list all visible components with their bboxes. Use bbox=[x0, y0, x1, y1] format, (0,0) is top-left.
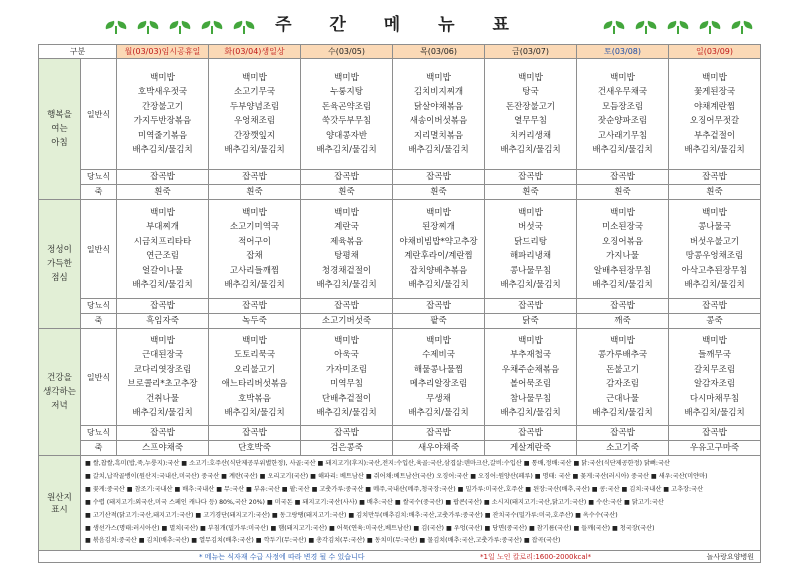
dish-item: 단배추겉절이 bbox=[321, 393, 372, 404]
day-dishes-cell bbox=[577, 59, 669, 170]
porridge-cell: 흑임자죽 bbox=[117, 314, 209, 329]
dish-item: 근대된장국 bbox=[141, 350, 184, 360]
origin-label-line: 원산지 bbox=[47, 493, 72, 504]
porridge-cell: 흰죽 bbox=[209, 185, 301, 200]
porridge-cell: 우유고구마죽 bbox=[669, 441, 761, 456]
dish-item: 백미밥 bbox=[518, 335, 543, 346]
meal-label-line: 생각하는 bbox=[43, 387, 76, 397]
meal-label-line: 여는 bbox=[51, 124, 68, 134]
diabetic-cell: 잡곡밥 bbox=[301, 299, 393, 314]
dish-item: 메추리알장조림 bbox=[409, 379, 468, 389]
porridge-cell: 새우야채죽 bbox=[393, 441, 485, 456]
diabetic-label: 당뇨식 bbox=[81, 426, 117, 441]
day-dishes-cell bbox=[669, 59, 761, 170]
day-dishes-cell bbox=[301, 200, 393, 299]
dish-item: 배추김치/물김치 bbox=[500, 280, 561, 290]
meal-label-line: 건강을 bbox=[47, 373, 72, 383]
dish-item: 도토리묵국 bbox=[233, 350, 276, 360]
origin-row bbox=[39, 456, 761, 551]
dish-item: 연근조림 bbox=[146, 251, 179, 261]
dish-item: 돈잔장불고기 bbox=[505, 101, 556, 112]
dish-item: 배추김치/물김치 bbox=[408, 408, 469, 418]
header-day-wed: 수(03/05) bbox=[301, 45, 393, 59]
footer-row bbox=[39, 551, 761, 563]
dish-item: 배추김치/물김치 bbox=[684, 408, 745, 418]
porridge-cell: 소고기버섯죽 bbox=[301, 314, 393, 329]
day-dishes-cell bbox=[393, 59, 485, 170]
porridge-label: 죽 bbox=[81, 441, 117, 456]
dish-item: 백미밥 bbox=[334, 72, 359, 83]
porridge-cell: 단호박죽 bbox=[209, 441, 301, 456]
dish-item: 볼어묵조림 bbox=[509, 379, 552, 389]
dish-item: 부추겉절이 bbox=[693, 130, 736, 141]
porridge-cell: 콩죽 bbox=[669, 314, 761, 329]
dish-item: 배추김치/물김치 bbox=[500, 145, 561, 155]
dish-item: 배추김치/물김치 bbox=[132, 145, 193, 155]
dish-item: 계란국 bbox=[334, 222, 359, 232]
dish-item: 새송이버섯볶음 bbox=[409, 116, 468, 126]
dish-item: 지리멸치볶음 bbox=[413, 130, 464, 141]
title-row bbox=[0, 0, 800, 44]
porridge-label: 죽 bbox=[81, 185, 117, 200]
day-dishes-cell bbox=[669, 329, 761, 426]
diabetic-cell: 잡곡밥 bbox=[301, 426, 393, 441]
dish-item: 꽃게된장국 bbox=[693, 87, 736, 97]
header-day-mon: 월(03/03)임시공휴일 bbox=[117, 45, 209, 59]
day-dishes-cell bbox=[209, 59, 301, 170]
dish-item: 수제비국 bbox=[422, 350, 455, 360]
dish-item: 배추김치/물김치 bbox=[224, 280, 285, 290]
dish-item: 미역줄기볶음 bbox=[137, 130, 188, 141]
dish-item: 백미밥 bbox=[518, 207, 543, 218]
porridge-cell: 흰죽 bbox=[117, 185, 209, 200]
day-dishes-cell bbox=[117, 200, 209, 299]
dish-item: 콩나물국 bbox=[698, 222, 731, 232]
sprout-icon bbox=[698, 22, 722, 34]
dish-item: 배추김치/물김치 bbox=[684, 145, 745, 155]
dish-item: 배추김치/물김치 bbox=[500, 408, 561, 418]
dish-item: 미소된장국 bbox=[601, 222, 644, 232]
origin-line: ■ 쌀,찹쌀,흑미(밥,죽,누룽지):국산 ■ 소고기:호주산(식단제공부위별한정), 사골:국산 ■ 돼지고기(후지):국산,전지:수입산,육골:국산,삼겹살:덴마크산,갈비:수입산 ■ 통배,정배:국산 ■ 닭:국산(식단제공한정) 닭뼈:국산 bbox=[85, 460, 670, 467]
dish-item: 백미밥 bbox=[242, 72, 267, 83]
dish-item: 얼갈이나물 bbox=[141, 265, 184, 276]
origin-line: ■ 수렵 (돼지고기:외국산,미국 스페인 캐나다 등) 80%,국산 20%) ■ 미국돈 ■ 돼지고기:국산(사사) ■ 배추:국산 ■ 쌀국수(중국산) ■ 팝콘(국산) ■ 소시지(돼지고기:국산,닭고기:국산) ■ 수산:국산 ■ 닭고기:국산 bbox=[85, 498, 664, 506]
dish-item: 배추김치/물김치 bbox=[132, 280, 193, 290]
dish-item: 버섯우불고기 bbox=[689, 236, 740, 247]
diabetic-cell: 잡곡밥 bbox=[117, 426, 209, 441]
porridge-cell: 검은콩죽 bbox=[301, 441, 393, 456]
dish-item: 배추김치/물김치 bbox=[224, 408, 285, 418]
day-dishes-cell bbox=[301, 329, 393, 426]
diabetic-cell: 잡곡밥 bbox=[393, 426, 485, 441]
page-title: 주 간 메 뉴 표 bbox=[275, 15, 525, 35]
dish-item: 백미밥 bbox=[150, 72, 175, 83]
dish-item: 백미밥 bbox=[518, 72, 543, 83]
dish-item: 김치비지찌개 bbox=[413, 87, 464, 97]
diabetic-cell: 잡곡밥 bbox=[669, 299, 761, 314]
dish-item: 해물콩나물찜 bbox=[413, 364, 464, 375]
lunch-general-row bbox=[39, 200, 761, 299]
dish-item: 백미밥 bbox=[426, 335, 451, 346]
dish-item: 계란후라이/계란찜 bbox=[404, 251, 473, 261]
breakfast-label bbox=[39, 59, 81, 200]
diabetic-cell: 잡곡밥 bbox=[209, 426, 301, 441]
lunch-diabetic-row bbox=[39, 299, 761, 314]
dish-item: 부추재첩국 bbox=[509, 350, 552, 360]
meal-label-line: 정성이 bbox=[47, 245, 72, 255]
dish-item: 가지두반장볶음 bbox=[133, 116, 192, 126]
dish-item: 애느타리버섯볶음 bbox=[221, 379, 288, 389]
dish-item: 다시마채무침 bbox=[689, 393, 740, 404]
dish-item: 가자미조림 bbox=[325, 364, 368, 375]
origin-line: ■ 고기산적(닭고기:국산,돼지고기:국산) ■ 고기경단(돼지고기:국산) ■ 동그랑땡(돼지고기:국산) ■ 김치만두(배추김치:배추:국산,고춧가루:중국산) ■ 잔치국수(밀가루:미국,호주산) ■ 옥수수(국산) bbox=[85, 511, 618, 519]
header-day-tue: 화(03/04)생일상 bbox=[209, 45, 301, 59]
dish-item: 건새우무채국 bbox=[597, 87, 648, 97]
header-day-sat: 토(03/08) bbox=[577, 45, 669, 59]
day-dishes-cell bbox=[117, 59, 209, 170]
dish-item: 청경채겉절이 bbox=[321, 265, 372, 276]
day-dishes-cell bbox=[577, 329, 669, 426]
dish-item: 우채주순채볶음 bbox=[501, 364, 560, 375]
dish-item: 탕국 bbox=[522, 87, 539, 97]
dish-item: 치커리생채 bbox=[509, 130, 552, 141]
dish-item: 백미밥 bbox=[610, 207, 635, 218]
dish-item: 아삭고추된장무침 bbox=[681, 265, 748, 276]
dish-item: 감자조림 bbox=[606, 379, 639, 389]
footer-kcal: *1일 노인 칼로리:1600-2000kcal* bbox=[480, 552, 592, 561]
general-label: 일반식 bbox=[81, 200, 117, 299]
dish-item: 잡채 bbox=[246, 251, 263, 261]
dish-item: 열무무침 bbox=[514, 116, 547, 126]
origin-label bbox=[39, 456, 81, 551]
diabetic-cell: 잡곡밥 bbox=[485, 170, 577, 185]
dish-item: 고사래기무침 bbox=[597, 130, 648, 141]
diabetic-cell: 잡곡밥 bbox=[485, 299, 577, 314]
meal-label-line: 가득한 bbox=[47, 259, 72, 269]
dish-item: 배추김치/물김치 bbox=[224, 145, 285, 155]
lunch-label bbox=[39, 200, 81, 329]
day-dishes-cell bbox=[485, 329, 577, 426]
dish-item: 버섯국 bbox=[518, 222, 543, 232]
dish-item: 미역무침 bbox=[330, 379, 363, 389]
footer-hospital: 놀사랑요양병원 bbox=[706, 552, 754, 561]
dish-item: 배추김치/물김치 bbox=[592, 280, 653, 290]
diabetic-cell: 잡곡밥 bbox=[209, 299, 301, 314]
dish-item: 오징어볶음 bbox=[601, 236, 644, 247]
header-day-sun: 일(03/09) bbox=[669, 45, 761, 59]
porridge-cell: 흰죽 bbox=[301, 185, 393, 200]
dish-item: 백미밥 bbox=[150, 335, 175, 346]
dish-item: 콩가루배추국 bbox=[597, 350, 648, 360]
day-dishes-cell bbox=[485, 59, 577, 170]
diabetic-cell: 잡곡밥 bbox=[117, 299, 209, 314]
dish-item: 무생채 bbox=[426, 393, 451, 404]
dish-item: 잣순양파조림 bbox=[597, 116, 648, 126]
dinner-label bbox=[39, 329, 81, 456]
dish-item: 백미밥 bbox=[334, 207, 359, 218]
dish-item: 소고기미역국 bbox=[229, 222, 280, 232]
origin-line: ■ 갈치,납작골뱅이(원산지:국내산,미국산) 중국산 ■ 계란(국산) ■ 오리고기(국산) ■ 해파리: 베트남산 ■ 쥐어채:베트남산(국산) 오징어:국산 ■ 오징어:원양산(페루) ■ 명태: 국산 ■ 꽃게:국산(러시아) 중국산 ■ 새우:국산(미얀마) bbox=[85, 472, 708, 480]
porridge-cell: 흰죽 bbox=[485, 185, 577, 200]
origin-line: ■ 꽃게:중국산 ■ 참조기:국내산 ■ 배추:국내산 ■ 무:국산 ■ 부유:국산 ■ 팥:국산 ■ 고춧가루:중국산 ■ 메주,국내산(메주,청국장:국산) ■ 밀가루:미국산,호주산 ■ 된장:국산(배추,국산) ■ 콩:국산 ■ 김치:국내산 ■ 고추장:국산 bbox=[85, 485, 704, 493]
origin-line: ■ 생선가스(명태:러시아산) ■ 멸치(국산) ■ 부침개(밀가루:미국산) ■ 햄(돼지고기:국산) ■ 어묵(연육:미국산,베트남산) ■ 김(국산) ■ 우엉(국산) ■ 당면(중국산) ■ 참기름(국산) ■ 들깨(국산) ■ 청국장(국산) bbox=[85, 524, 655, 532]
dish-item: 배추김치/물김치 bbox=[592, 145, 653, 155]
dish-item: 배추김치/물김치 bbox=[132, 408, 193, 418]
dish-item: 두부양념조림 bbox=[229, 101, 280, 112]
dish-item: 갈치무조림 bbox=[693, 364, 736, 375]
diabetic-cell: 잡곡밥 bbox=[209, 170, 301, 185]
dish-item: 누룽지탕 bbox=[330, 87, 363, 97]
porridge-cell: 닭죽 bbox=[485, 314, 577, 329]
dish-item: 호박볶음 bbox=[238, 393, 271, 404]
dish-item: 돈육곤약조림 bbox=[321, 101, 372, 112]
meal-label-line: 저녁 bbox=[51, 401, 68, 411]
diabetic-cell: 잡곡밥 bbox=[393, 299, 485, 314]
dish-item: 배추김치/물김치 bbox=[408, 145, 469, 155]
dish-item: 아욱국 bbox=[334, 350, 359, 360]
dish-item: 배추김치/물김치 bbox=[316, 145, 377, 155]
dish-item: 배추김치/물김치 bbox=[592, 408, 653, 418]
day-dishes-cell bbox=[301, 59, 393, 170]
dish-item: 닭드리탕 bbox=[514, 236, 547, 247]
porridge-cell: 흰죽 bbox=[669, 185, 761, 200]
diabetic-cell: 잡곡밥 bbox=[669, 170, 761, 185]
footer-note: * 메뉴는 식자재 수급 사정에 따라 변경 될 수 있습니다 bbox=[199, 552, 365, 561]
dish-item: 배추김치/물김치 bbox=[316, 408, 377, 418]
dish-item: 브로콜리*초고추장 bbox=[127, 379, 198, 389]
diabetic-cell: 잡곡밥 bbox=[301, 170, 393, 185]
dish-item: 적어구이 bbox=[238, 236, 271, 247]
dish-item: 탕평채 bbox=[334, 251, 359, 261]
dish-item: 부대찌개 bbox=[146, 222, 179, 232]
diabetic-cell: 잡곡밥 bbox=[577, 170, 669, 185]
dish-item: 모듬장조림 bbox=[601, 101, 644, 112]
day-dishes-cell bbox=[117, 329, 209, 426]
day-dishes-cell bbox=[393, 200, 485, 299]
origin-text bbox=[81, 456, 761, 551]
dish-item: 호박새우젓국 bbox=[137, 87, 188, 97]
header-day-thu: 목(03/06) bbox=[393, 45, 485, 59]
footer-cell bbox=[39, 551, 761, 563]
breakfast-general-row bbox=[39, 59, 761, 170]
diabetic-label: 당뇨식 bbox=[81, 170, 117, 185]
breakfast-diabetic-row bbox=[39, 170, 761, 185]
diabetic-cell: 잡곡밥 bbox=[669, 426, 761, 441]
dish-item: 오징어무젓갈 bbox=[689, 116, 740, 126]
dish-item: 백미밥 bbox=[426, 207, 451, 218]
diabetic-cell: 잡곡밥 bbox=[485, 426, 577, 441]
dish-item: 양대콩자반 bbox=[325, 130, 368, 141]
dinner-diabetic-row bbox=[39, 426, 761, 441]
diabetic-cell: 잡곡밥 bbox=[577, 426, 669, 441]
porridge-cell: 흰죽 bbox=[577, 185, 669, 200]
day-dishes-cell bbox=[393, 329, 485, 426]
diabetic-cell: 잡곡밥 bbox=[393, 170, 485, 185]
meal-label-line: 점심 bbox=[51, 273, 68, 283]
diabetic-label: 당뇨식 bbox=[81, 299, 117, 314]
porridge-cell: 소고기죽 bbox=[577, 441, 669, 456]
dish-item: 배추김치/물김치 bbox=[316, 280, 377, 290]
dish-item: 야채비빔밥*약고추장 bbox=[399, 236, 478, 247]
dish-item: 백미밥 bbox=[702, 335, 727, 346]
dish-item: 참나물무침 bbox=[509, 393, 552, 404]
dish-item: 제육볶음 bbox=[330, 236, 363, 247]
origin-line: ■ 볶음김치:중국산 ■ 김치(배추:국산) ■ 열무김치(배추:국산) ■ 깍두기(무:국산) ■ 총각김치(무:국산) ■ 동치미(무:국산) ■ 물김치(배추:국산,고춧가루:중국산) ■ 잡곡(국산) bbox=[85, 537, 561, 545]
dish-item: 간장깻잎지 bbox=[233, 130, 276, 141]
dish-item: 알배추된장무침 bbox=[593, 265, 652, 276]
day-dishes-cell bbox=[669, 200, 761, 299]
sprout-icon bbox=[730, 22, 754, 34]
porridge-cell: 스프야채죽 bbox=[117, 441, 209, 456]
dish-item: 근대나물 bbox=[606, 393, 639, 404]
dish-item: 오리불고기 bbox=[233, 364, 276, 375]
sprout-icon bbox=[602, 22, 626, 34]
dish-item: 콩나물무침 bbox=[509, 265, 552, 276]
dish-item: 고사리들깨찜 bbox=[229, 265, 280, 276]
dish-item: 쑥갓두부무침 bbox=[321, 116, 372, 126]
dish-item: 백미밥 bbox=[702, 207, 727, 218]
dish-item: 소고기무국 bbox=[233, 87, 276, 97]
dish-item: 배추김치/물김치 bbox=[684, 280, 745, 290]
menu-table bbox=[38, 44, 761, 563]
dish-item: 백미밥 bbox=[334, 335, 359, 346]
dish-item: 백미밥 bbox=[150, 207, 175, 218]
diabetic-cell: 잡곡밥 bbox=[577, 299, 669, 314]
dinner-general-row bbox=[39, 329, 761, 426]
lunch-porridge-row bbox=[39, 314, 761, 329]
dish-item: 야채계란찜 bbox=[693, 101, 736, 112]
day-dishes-cell bbox=[209, 329, 301, 426]
header-gubun: 구분 bbox=[39, 45, 117, 59]
breakfast-porridge-row bbox=[39, 185, 761, 200]
sprout-icon bbox=[666, 22, 690, 34]
dish-item: 배추김치/물김치 bbox=[408, 280, 469, 290]
dish-item: 땅콩우엉채조림 bbox=[685, 251, 744, 261]
porridge-cell: 팥죽 bbox=[393, 314, 485, 329]
header-day-fri: 금(03/07) bbox=[485, 45, 577, 59]
header-row bbox=[39, 45, 761, 59]
dish-item: 백미밥 bbox=[610, 335, 635, 346]
dish-item: 간장불고기 bbox=[141, 101, 184, 112]
origin-label-line: 표시 bbox=[51, 505, 68, 516]
footer-inner bbox=[39, 552, 760, 562]
porridge-cell: 흰죽 bbox=[393, 185, 485, 200]
dish-item: 들깨무국 bbox=[698, 350, 731, 360]
meal-label-line: 아침 bbox=[51, 138, 68, 148]
dish-item: 된장찌개 bbox=[422, 222, 455, 232]
porridge-cell: 게살계란죽 bbox=[485, 441, 577, 456]
porridge-cell: 녹두죽 bbox=[209, 314, 301, 329]
dish-item: 백미밥 bbox=[242, 335, 267, 346]
day-dishes-cell bbox=[485, 200, 577, 299]
porridge-label: 죽 bbox=[81, 314, 117, 329]
general-label: 일반식 bbox=[81, 329, 117, 426]
dish-item: 우엉채조림 bbox=[233, 116, 276, 126]
dish-item: 코다리엿장조림 bbox=[133, 364, 192, 375]
dinner-porridge-row bbox=[39, 441, 761, 456]
dish-item: 돈불고기 bbox=[606, 364, 639, 375]
meal-label-line: 행복을 bbox=[47, 110, 72, 120]
day-dishes-cell bbox=[209, 200, 301, 299]
day-dishes-cell bbox=[577, 200, 669, 299]
sprout-decoration-right bbox=[602, 22, 754, 34]
diabetic-cell: 잡곡밥 bbox=[117, 170, 209, 185]
porridge-cell: 깨죽 bbox=[577, 314, 669, 329]
dish-item: 백미밥 bbox=[702, 72, 727, 83]
sprout-icon bbox=[634, 22, 658, 34]
dish-item: 해파리냉채 bbox=[509, 251, 552, 261]
general-label: 일반식 bbox=[81, 59, 117, 170]
dish-item: 건취나물 bbox=[146, 393, 179, 404]
dish-item: 알감자조림 bbox=[693, 379, 736, 389]
dish-item: 닭살야채볶음 bbox=[413, 101, 464, 112]
dish-item: 잡치양배추볶음 bbox=[409, 265, 468, 276]
dish-item: 백미밥 bbox=[242, 207, 267, 218]
dish-item: 시금치프리타타 bbox=[133, 236, 192, 247]
dish-item: 백미밥 bbox=[426, 72, 451, 83]
dish-item: 백미밥 bbox=[610, 72, 635, 83]
dish-item: 가지나물 bbox=[606, 251, 639, 261]
